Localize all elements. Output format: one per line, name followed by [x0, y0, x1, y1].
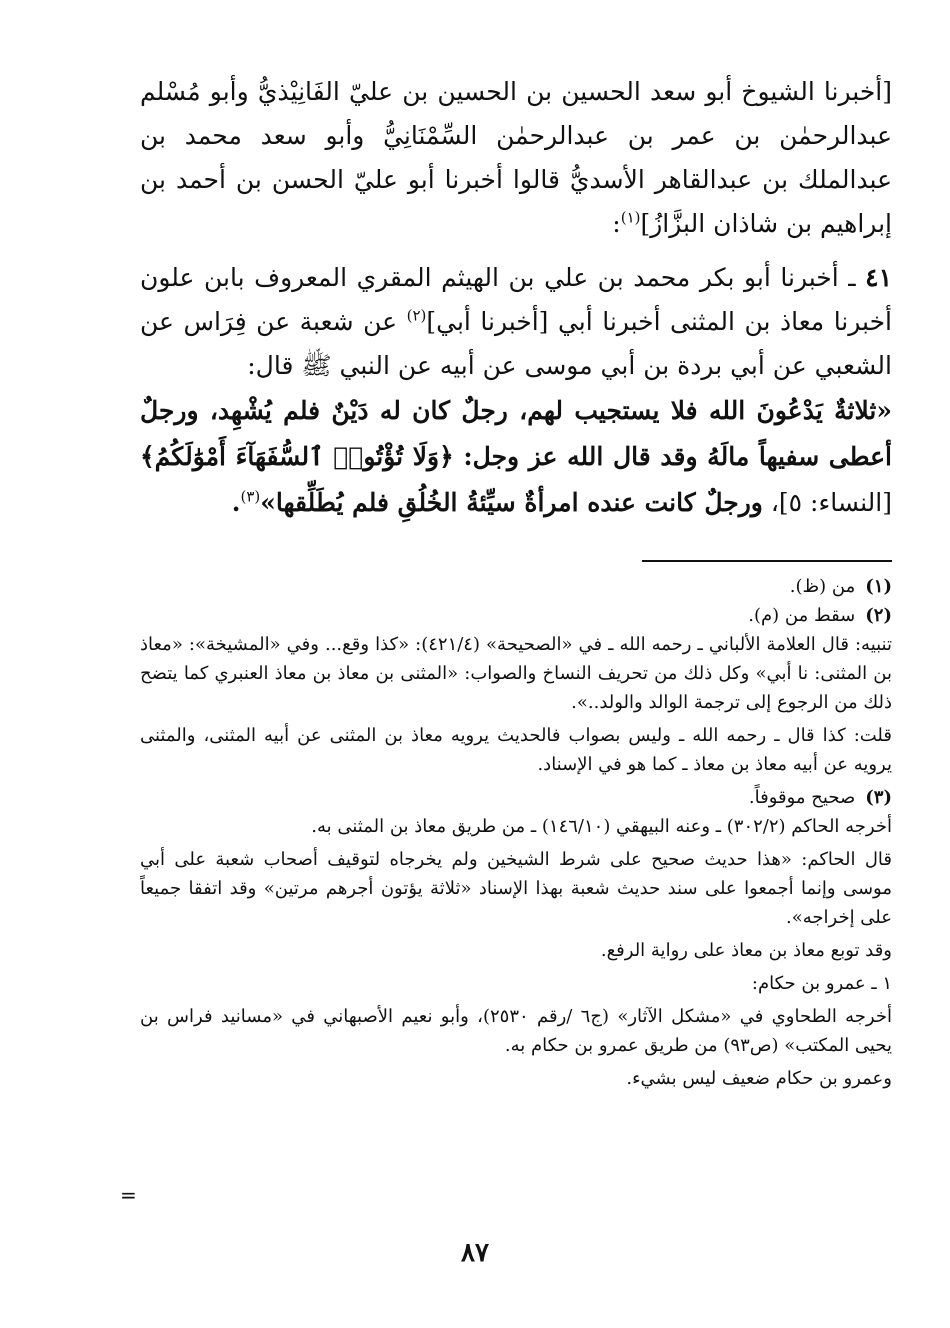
- footnote-1: [140, 572, 892, 601]
- footnote-3-para-4: ١ ـ عمرو بن حكام:: [751, 973, 892, 994]
- footnote-3-para-6: وعمرو بن حكام ضعيف ليس بشيء.: [626, 1068, 892, 1089]
- footnote-2-note-1: تنبيه: قال العلامة الألباني ـ رحمه الله ـ في «الصحيحة» (٤٢١/٤): «كذا وقع... وفي «المشيخة»: «معاذ بن المثنى: نا أبي» وكل ذلك من تحريف النساخ والصواب: «المثنى بن معاذ بن معاذ العنبري كما يتضح ذلك من الرجوع إلى ترجمة الوالد والولد..».: [140, 634, 893, 713]
- hadith-text: [140, 388, 892, 526]
- footnote-ref-1[interactable]: (١): [620, 208, 641, 227]
- isnad-end: :: [612, 209, 621, 238]
- hadith-intro-part-b: عن شعبة عن فِرَاس عن الشعبي عن أبي بردة بن أبي موسى عن أبيه عن النبي ﷺ قال:: [140, 307, 892, 380]
- page-number: ٨٧: [461, 1238, 489, 1268]
- footnote-2-note-2: قلت: كذا قال ـ رحمه الله ـ وليس بصواب فالحديث يرويه معاذ بن المثنى عن أبيه المثنى، والمثنى يرويه عن أبيه معاذ بن معاذ ـ كما هو في الإسناد.: [140, 725, 892, 775]
- main-text: [140, 70, 892, 526]
- footnote-2: [140, 601, 892, 630]
- hadith-text-part-b: ورجلٌ كانت عنده امرأةٌ سيِّئةُ الخُلُقِ فلم يُطَلِّقها»: [260, 488, 763, 517]
- hadith-end: .: [231, 488, 241, 517]
- footnote-3-marker: (٣): [865, 787, 892, 808]
- hadith-intro-part-a: ـ أخبرنا أبو بكر محمد بن علي بن الهيثم المقري المعروف بابن علون أخبرنا معاذ بن المثنى أخبرنا أبي [أخبرنا أبي]: [140, 263, 893, 336]
- footnote-3: [140, 783, 892, 812]
- footnote-1-marker: (١): [865, 576, 892, 597]
- footnote-3-para-2: قال الحاكم: «هذا حديث صحيح على شرط الشيخين ولم يخرجاه لتوقيف أصحاب شعبة على أبي موسى وإنما أجمعوا على سند حديث شعبة بهذا الإسناد «ثلاثة يؤتون أجرهم مرتين» وقد اتفقا جميعاً على إخراجه».: [140, 849, 892, 928]
- surah-reference: [النساء: ٥]،: [762, 488, 892, 517]
- footnote-divider: [642, 560, 892, 562]
- hadith-number: ٤١: [865, 263, 892, 292]
- footnote-3-para-5: أخرجه الطحاوي في «مشكل الآثار» (ج٦ /رقم ٢٥٣٠)، وأبو نعيم الأصبهاني في «مسانيد فراس بن يحيى المكتب» (ص٩٣) من طريق عمرو بن حكام به.: [140, 1006, 892, 1056]
- book-page: [140, 70, 892, 1290]
- footnote-2-text: سقط من (م).: [748, 605, 856, 626]
- footnote-1-text: من (ظ).: [789, 576, 856, 597]
- hadith-text-part-a: «ثلاثةٌ يَدْعُونَ الله فلا يستجيب لهم، رجلٌ كان له دَيْنٌ فلم يُشْهِد، ورجلٌ أعطى سفيهاً مالَهُ وقد قال الله عز وجل: ﴿وَلَا تُؤْتُوا۟ ٱلسُّفَهَآءَ أَمْوَٰلَكُمُ﴾: [140, 396, 892, 471]
- isnad-text: [أخبرنا الشيوخ أبو سعد الحسين بن الحسين بن عليّ الفَانِيْذيُّ وأبو مُسْلم عبدالرحمٰن بن عمر بن عبدالرحمٰن السِّمْنَانِيُّ وأبو سعد محمد بن عبدالملك بن عبدالقاهر الأسديُّ قالوا أخبرنا أبو عليّ الحسن بن أحمد بن إبراهيم بن شاذان البزَّازُ]: [140, 77, 892, 238]
- footnote-2-marker: (٢): [865, 605, 892, 626]
- footnote-ref-2[interactable]: (٢): [406, 306, 427, 325]
- footnote-3-para-3: وقد توبع معاذ بن معاذ على رواية الرفع.: [600, 940, 892, 961]
- footnote-3-para-1: أخرجه الحاكم (٣٠٢/٢) ـ وعنه البيهقي (١٤٦/١٠) ـ من طريق معاذ بن المثنى به.: [311, 816, 892, 837]
- hadith-intro: [140, 256, 892, 388]
- footnote-ref-3[interactable]: (٣): [240, 487, 261, 506]
- isnad-paragraph: [140, 70, 892, 246]
- footnote-3-text: صحيح موقوفاً.: [748, 787, 856, 808]
- continuation-mark: =: [120, 1183, 137, 1207]
- footnotes: [140, 572, 892, 1093]
